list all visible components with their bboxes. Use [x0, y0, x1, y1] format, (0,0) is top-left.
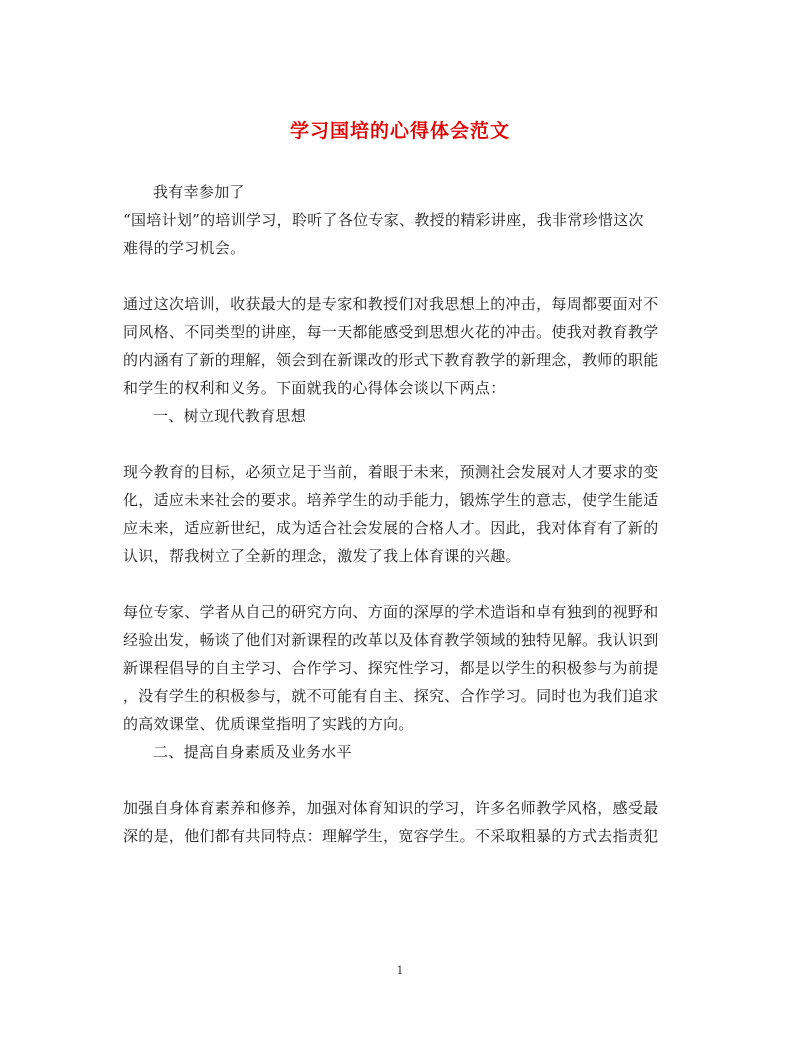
document-body	[123, 178, 681, 850]
paragraph-gap	[123, 766, 681, 794]
paragraph-line: 和学生的权利和义务。下面就我的心得体会谈以下两点：	[123, 379, 506, 397]
paragraph-line: 难得的学习机会。	[123, 239, 246, 257]
paragraph-line: 每位专家、学者从自己的研究方向、方面的深厚的学术造诣和卓有独到的视野和	[123, 603, 659, 621]
paragraph-line: 深的是，他们都有共同特点：理解学生，宽容学生。不采取粗暴的方式去指责犯	[123, 827, 659, 845]
paragraph-line: 化，适应未来社会的要求。培养学生的动手能力，锻炼学生的意志，使学生能适	[123, 491, 659, 509]
paragraph-line: 的内涵有了新的理解，领会到在新课改的形式下教育教学的新理念，教师的职能	[123, 351, 659, 369]
paragraph-line: 的高效课堂、优质课堂指明了实践的方向。	[123, 715, 414, 733]
paragraph-line: 我有幸参加了	[153, 183, 245, 201]
paragraph-line: 认识，帮我树立了全新的理念，激发了我上体育课的兴趣。	[123, 547, 521, 565]
paragraph-line: 经验出发，畅谈了他们对新课程的改革以及体育教学领域的独特见解。我认识到	[123, 631, 659, 649]
paragraph-gap	[123, 262, 681, 290]
paragraph-line: 加强自身体育素养和修养，加强对体育知识的学习，许多名师教学风格，感受最	[123, 799, 659, 817]
paragraph-line: “国培计划”的培训学习，聆听了各位专家、教授的精彩讲座，我非常珍惜这次	[123, 211, 644, 229]
paragraph-gap	[123, 570, 681, 598]
paragraph-line: 应未来，适应新世纪，成为适合社会发展的合格人才。因此，我对体育有了新的	[123, 519, 659, 537]
paragraph-line: 现今教育的目标，必须立足于当前，着眼于未来，预测社会发展对人才要求的变	[123, 463, 659, 481]
document-title: 学习国培的心得体会范文	[289, 120, 510, 142]
section-heading-2: 二、提高自身素质及业务水平	[153, 743, 352, 761]
paragraph-line: ，没有学生的积极参与，就不可能有自主、探究、合作学习。同时也为我们追求	[123, 687, 659, 705]
paragraph-line: 同风格、不同类型的讲座，每一天都能感受到思想火花的冲击。使我对教育教学	[123, 323, 659, 341]
paragraph-gap	[123, 430, 681, 458]
paragraph-line: 通过这次培训，收获最大的是专家和教授们对我思想上的冲击，每周都要面对不	[123, 295, 659, 313]
section-heading-1: 一、树立现代教育思想	[153, 407, 307, 425]
page-number: 1	[396, 964, 404, 977]
paragraph-line: 新课程倡导的自主学习、合作学习、探究性学习，都是以学生的积极参与为前提	[123, 659, 659, 677]
